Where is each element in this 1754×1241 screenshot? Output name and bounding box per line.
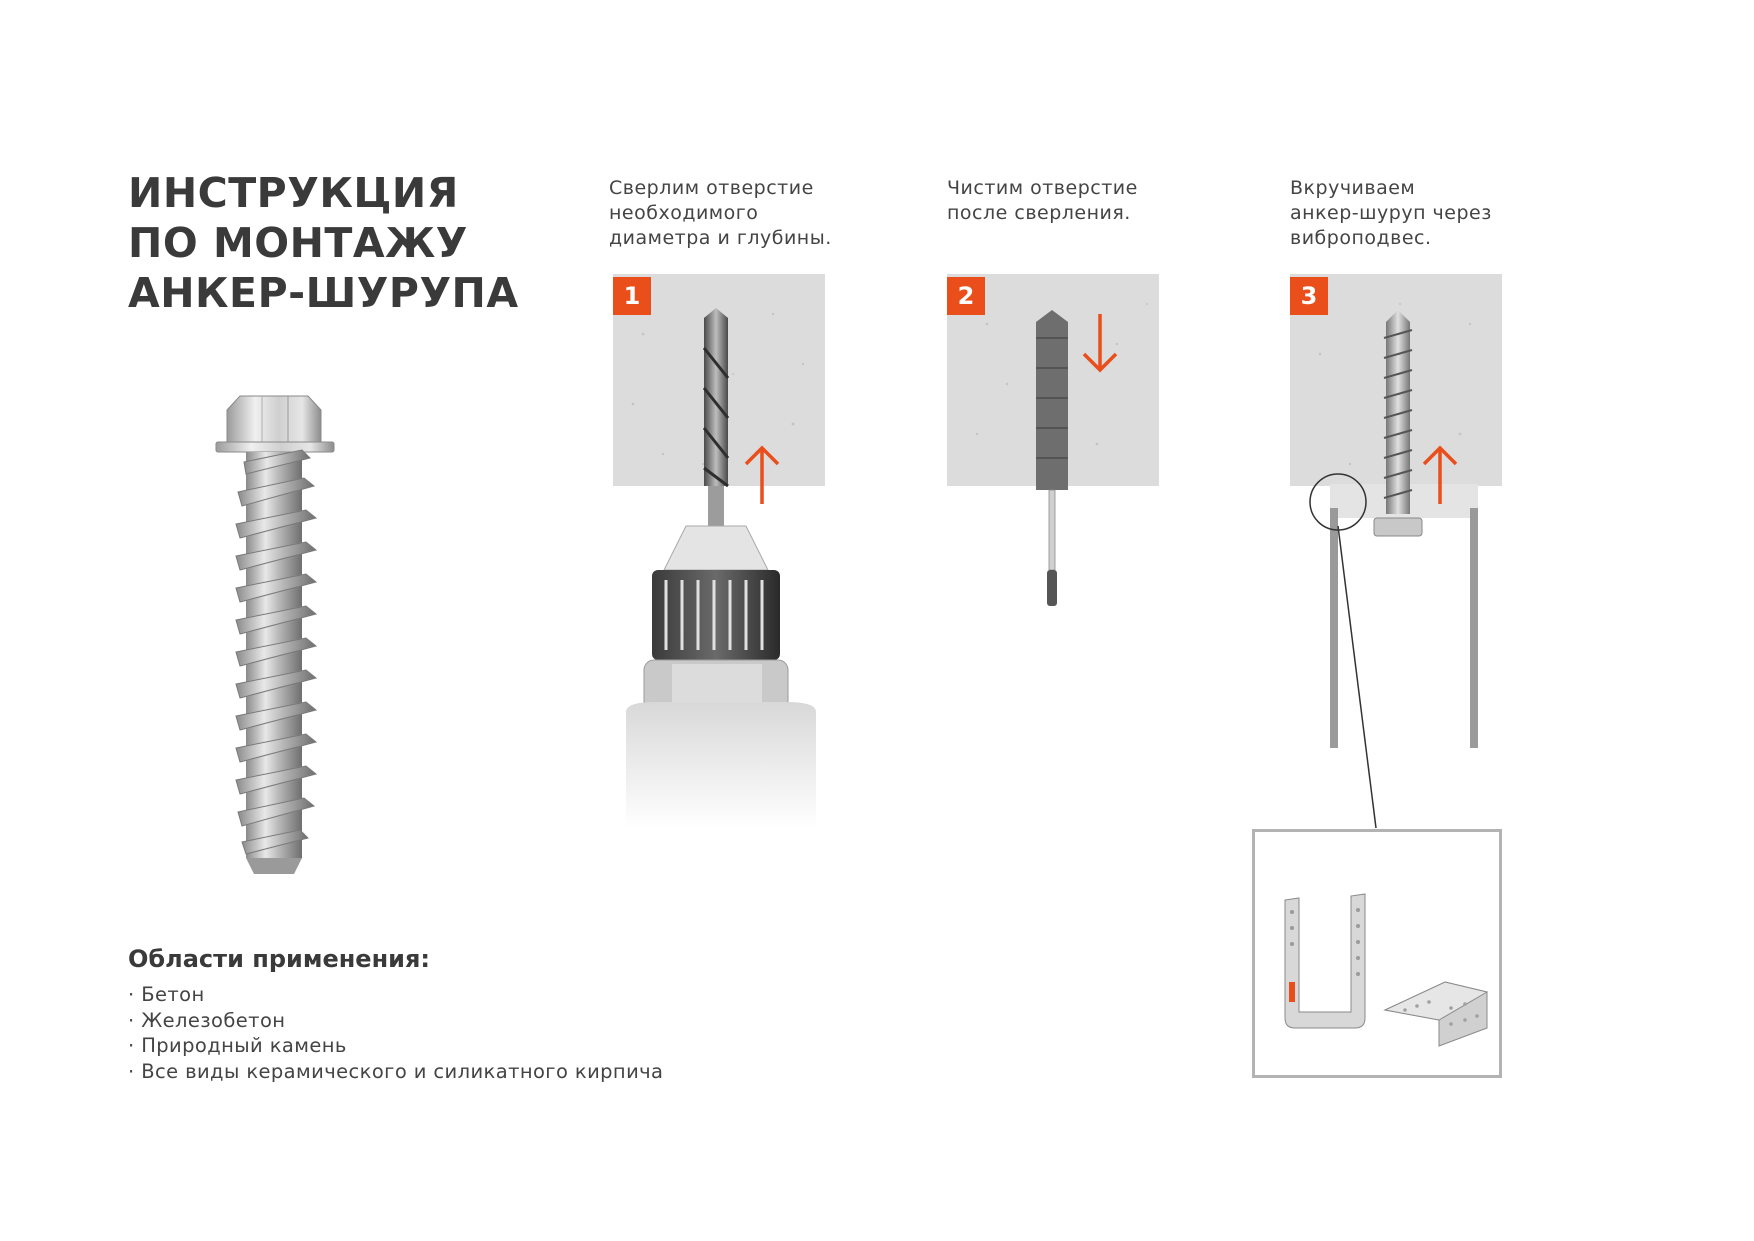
list-item: · Все виды керамического и силикатного кирпича <box>128 1059 664 1083</box>
drill-icon <box>616 308 826 828</box>
step-3-text <box>1290 176 1492 251</box>
title-line-2: ПО МОНТАЖУ <box>128 219 468 267</box>
step-1-badge: 1 <box>613 277 651 315</box>
applications-title: Области применения: <box>128 945 430 973</box>
cleaning-brush-icon <box>1030 308 1074 608</box>
vibration-hanger-icon <box>1300 308 1500 748</box>
page-title <box>128 168 519 318</box>
hanger-detail-icon <box>1255 832 1499 1075</box>
step-1-line-3: диаметра и глубины. <box>609 227 832 249</box>
step-3-line-1: Вкручиваем <box>1290 177 1416 199</box>
arrow-down-icon <box>1080 312 1120 374</box>
arrow-up-icon <box>742 444 782 506</box>
applications-list <box>128 982 663 1084</box>
step-1-line-1: Сверлим отверстие <box>609 177 814 199</box>
anchor-screw-icon <box>210 392 340 882</box>
step-2-badge: 2 <box>947 277 985 315</box>
step-3-line-3: виброподвес. <box>1290 227 1432 249</box>
step-3-line-2: анкер-шуруп через <box>1290 202 1492 224</box>
list-item: · Бетон <box>128 983 205 1006</box>
step-2-text <box>947 176 1138 226</box>
arrow-up-icon <box>1420 444 1460 506</box>
step-2-line-1: Чистим отверстие <box>947 177 1138 199</box>
title-line-3: АНКЕР-ШУРУПА <box>128 269 519 317</box>
list-item: · Природный камень <box>128 1034 347 1057</box>
title-line-1: ИНСТРУКЦИЯ <box>128 169 459 217</box>
step-1-line-2: необходимого <box>609 202 759 224</box>
hanger-detail-box <box>1252 829 1502 1078</box>
step-2-line-2: после сверления. <box>947 202 1131 224</box>
step-1-text <box>609 176 832 251</box>
list-item: · Железобетон <box>128 1008 286 1032</box>
step-3-badge: 3 <box>1290 277 1328 315</box>
zoom-leader-line <box>1336 524 1378 830</box>
